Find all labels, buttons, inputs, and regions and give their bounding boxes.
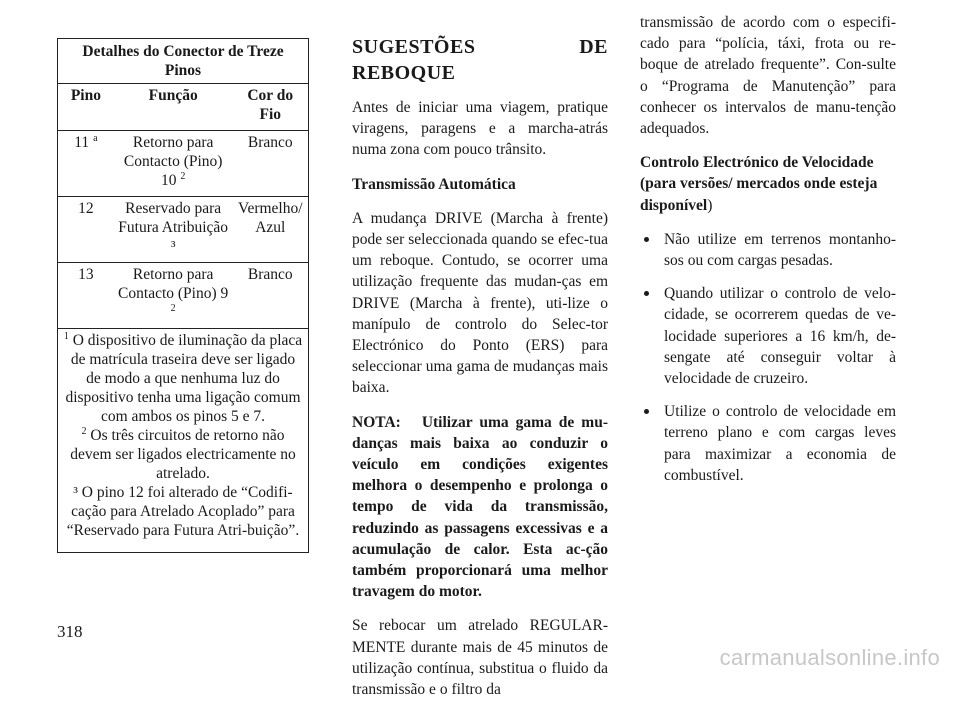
page-number: 318 [57,622,83,641]
pin-cell: 13 [58,263,114,329]
color-cell: Branco [233,131,309,197]
connector-details-table [57,38,309,553]
cruise-control-list [640,229,896,486]
text-column-middle [352,34,608,713]
text-column-right [640,12,896,498]
table-title-row [58,39,309,84]
intro-paragraph: Antes de iniciar uma viagem, pratique viragens, paragens e a marcha-atrás numa zona com pouco trânsito. [352,99,608,159]
table-title: Detalhes do Conector de Treze Pinos [58,39,309,84]
note-body: Utilizar uma gama de mu-danças mais baixa ao conduzir o veículo em condições exigentes melhora o desempenho e prolonga o tempo de vida da transmissão, reduzindo as passagens excessivas e a acumulação de calor. Esta ac-ção também proporcionará uma melhor travagem do motor. [352,413,608,601]
table-header-row [58,84,309,131]
footnote: $^2$ Os três circuitos de retorno não devem ser ligados electricamente no atrelado. [70,425,296,482]
color-cell: Branco [233,263,309,329]
fluid-change-continued: transmissão de acordo com o especifi-cado para “polícia, táxi, frota ou re-boque de atrelado frequente”. Con-sulte o “Programa de Manutenção” para conhecer os intervalos de manu-tenção adequados. [640,14,896,138]
list-item: Utilize o controlo de velocidade em terreno plano e com cargas leves para maximizar a economia de combustível. [640,401,896,486]
color-cell: Vermelho/ Azul [233,197,309,263]
function-cell: Reservado para Futura Atribuição ³ [114,197,233,263]
section-title: SUGESTÕES DE REBOQUE [352,36,608,84]
pin-cell: 12 [58,197,114,263]
list-item: Quando utilizar o controlo de velo-cidade, se ocorrerem quedas de ve-locidade superiores a 16 km/h, de-sengate até conseguir voltar à velocidade de cruzeiro. [640,283,896,389]
header-pin: Pino [58,84,114,131]
table-footnotes [58,329,309,553]
list-item: Não utilize em terrenos montanho-sos ou com cargas pesadas. [640,229,896,271]
fluid-change-paragraph: Se rebocar um atrelado REGULAR-MENTE durante mais de 45 minutos de utilização contínua, substitua o fluido da transmissão e o filtro da [352,617,608,699]
note-paragraph [352,412,608,603]
function-cell: Retorno para Contacto (Pino) 10 $^2$ [114,131,233,197]
table-notes-row [58,329,309,553]
transmission-paragraph: A mudança DRIVE (Marcha à frente) pode ser seleccionada quando se efec-tua um reboque. Contudo, se ocorrer uma utilização frequente das mudan-ças em DRIVE (Marcha à frente), uti-lize o manípulo de controlo do Selec-tor Electrónico do Ponto (ERS) para seleccionar uma gama de mudanças mais baixa. [352,209,608,397]
transmission-heading: Transmissão Automática [352,175,516,193]
bullet-icon [644,409,649,414]
note-label: NOTA: [352,413,401,431]
table-row [58,263,309,329]
table-row [58,197,309,263]
watermark: carmanualsonline.info [719,645,940,670]
header-function: Função [114,84,233,131]
footnote: ³ O pino 12 foi alterado de “Codifi-cação para Atrelado Acoplado” para “Reservado para Futura Atri-buição”. [66,484,300,539]
header-wire-color: Cor do Fio [233,84,309,131]
function-cell: Retorno para Contacto (Pino) 9 $^2$ [114,263,233,329]
pin-cell: 11 $^a$ [58,131,114,197]
bullet-icon [644,291,649,296]
table-row [58,131,309,197]
cruise-control-heading: Controlo Electrónico de Velocidade (para versões/ mercados onde esteja disponível) [640,154,878,214]
bullet-icon [644,237,649,242]
footnote: $^1$ O dispositivo de iluminação da placa de matrícula traseira deve ser ligado de modo a que nenhuma luz do dispositivo tenha uma ligação comum com ambos os pinos 5 e 7. [63,330,303,425]
